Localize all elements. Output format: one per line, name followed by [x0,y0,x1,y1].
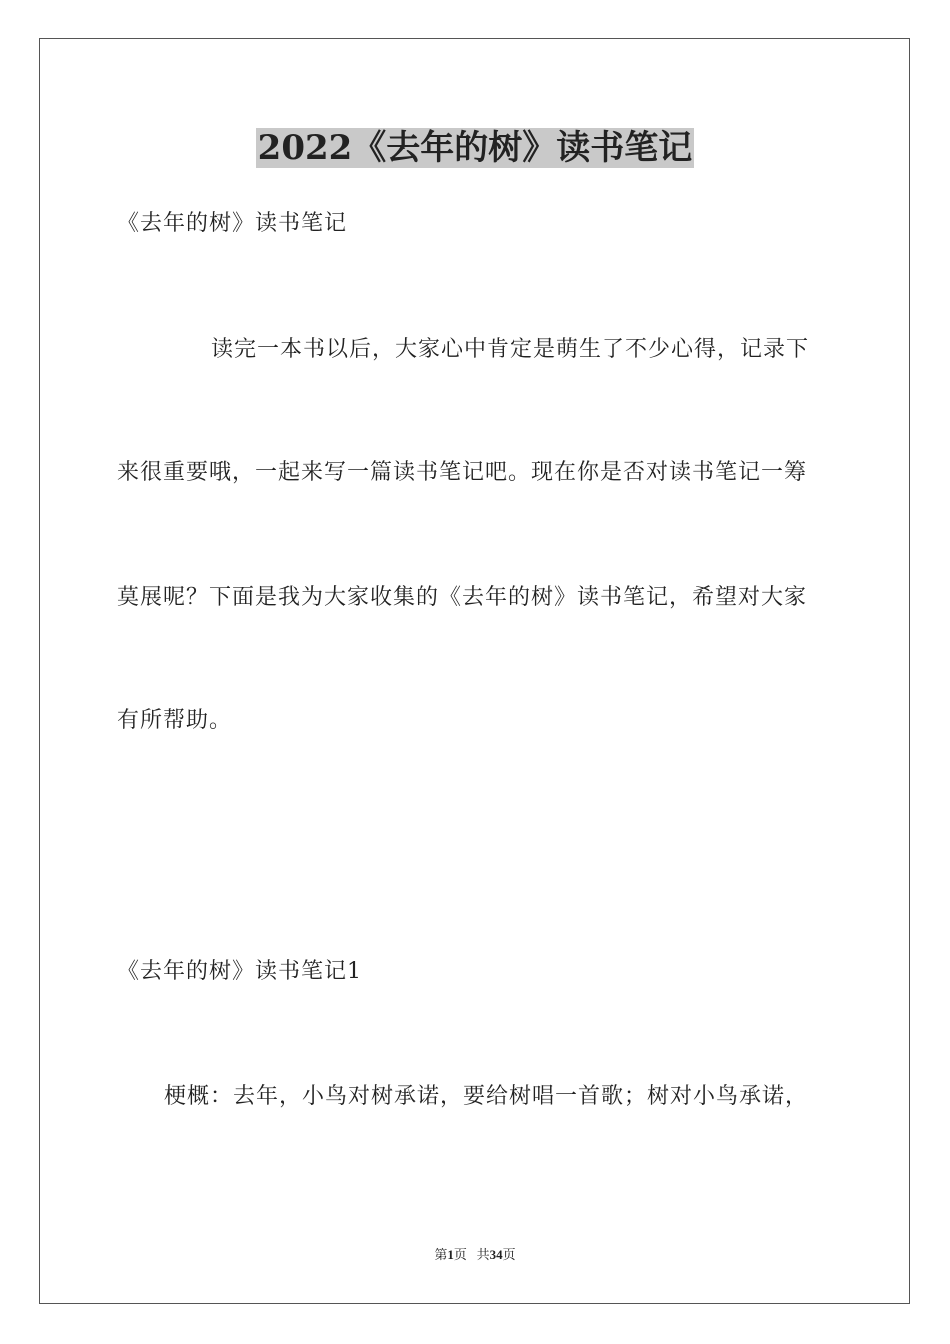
document-title-text: 2022《去年的树》读书笔记 [257,128,693,168]
document-subtitle: 《去年的树》读书笔记 [117,211,348,236]
intro-line-1: 读完一本书以后，大家心中肯定是萌生了不少心得，记录下 [211,337,810,362]
footer-total-prefix: 共 [476,1247,490,1262]
footer-page-prefix: 第 [434,1247,448,1262]
footer-page-number: 1 [447,1247,454,1262]
section-heading: 《去年的树》读书笔记1 [117,959,362,984]
footer-total-pages: 34 [489,1247,503,1262]
page-footer [0,1246,950,1264]
footer-page-suffix: 页 [453,1247,467,1262]
intro-line-2: 来很重要哦，一起来写一篇读书笔记吧。现在你是否对读书笔记一筹 [117,460,808,485]
intro-line-4: 有所帮助。 [117,708,233,733]
document-title [0,126,950,170]
section-paragraph-line: 梗概：去年，小鸟对树承诺，要给树唱一首歌；树对小鸟承诺， [164,1084,809,1109]
footer-total-suffix: 页 [502,1247,516,1262]
intro-line-3: 莫展呢？下面是我为大家收集的《去年的树》读书笔记，希望对大家 [117,585,808,610]
